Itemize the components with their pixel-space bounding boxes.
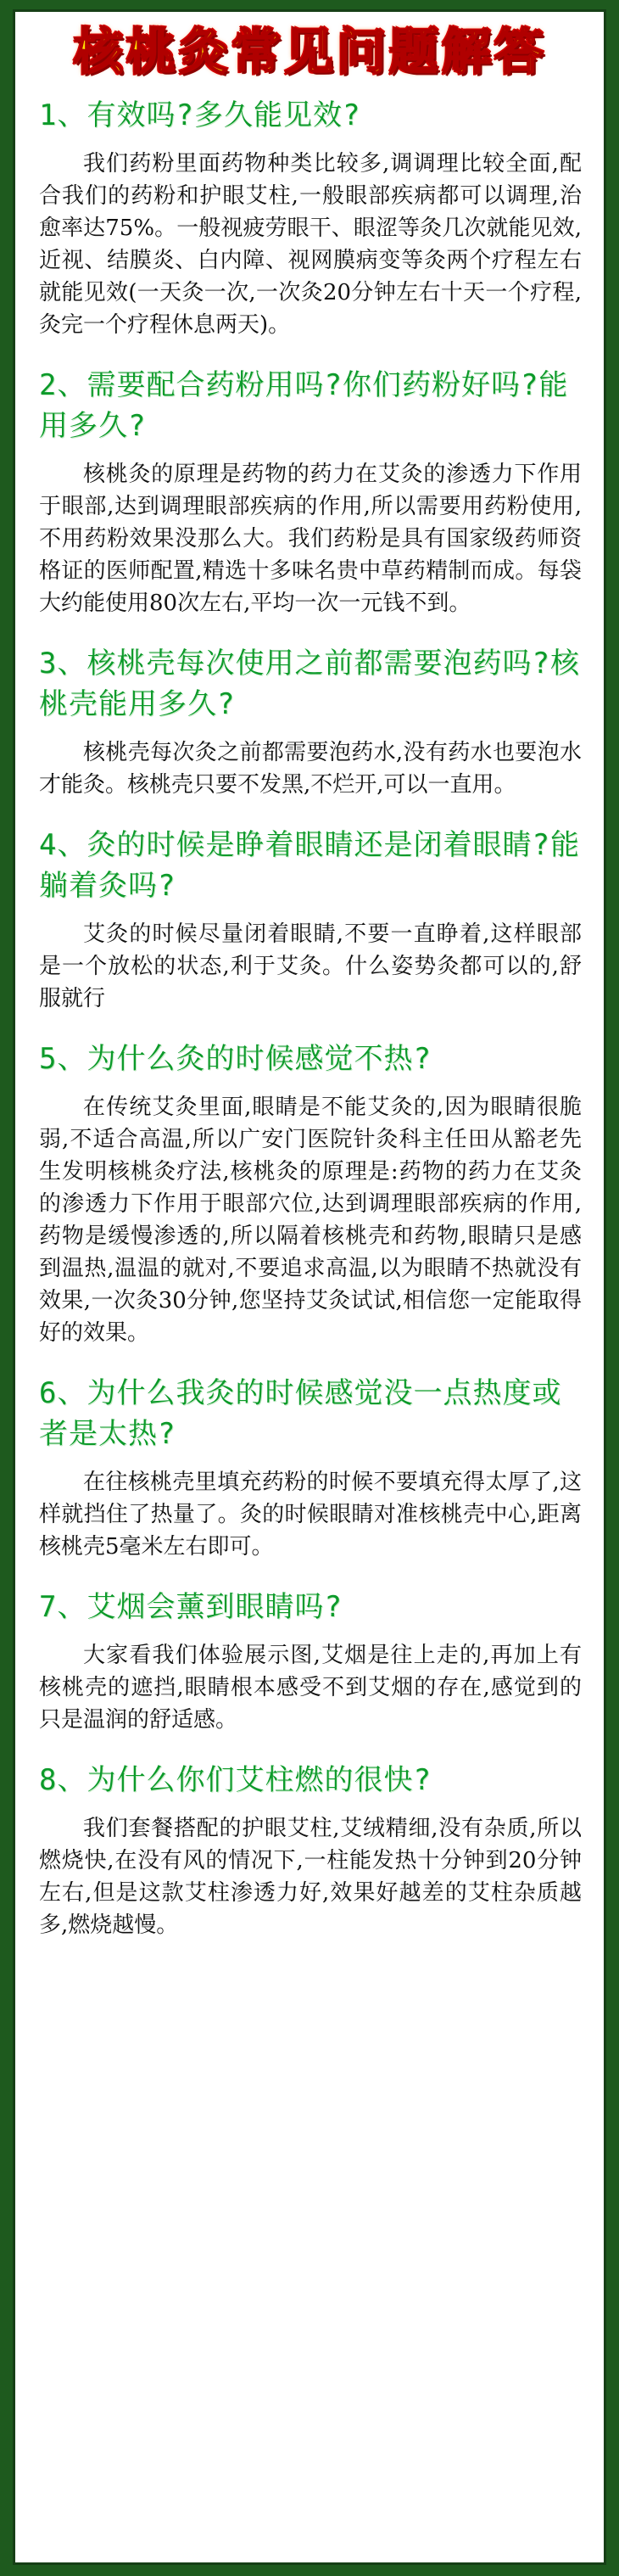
faq-question: 7、艾烟会薰到眼睛吗? [39,1590,343,1624]
faq-item-7 [39,1587,582,1736]
faq-question: 5、为什么灸的时候感觉不热? [39,1042,432,1076]
faq-answer: 核桃灸的原理是药物的药力在艾灸的渗透力下作用于眼部,达到调理眼部疾病的作用,所以需要用药粉使用,不用药粉效果没那么大。我们药粉是具有国家级药师资格证的医师配置,精选十多味名贵中草药精制而成。每袋大约能使用80次左右,平均一次一元钱不到。 [39,462,582,616]
faq-question: 3、核桃壳每次使用之前都需要泡药吗?核桃壳能用多久? [39,647,580,721]
faq-item-5 [39,1039,582,1349]
faq-question: 1、有效吗?多久能见效? [39,98,361,132]
faq-item-6 [39,1373,582,1563]
faq-question: 4、灸的时候是睁着眼睛还是闭着眼睛?能躺着灸吗? [39,828,580,903]
faq-answer: 艾灸的时候尽量闭着眼睛,不要一直睁着,这样眼部是一个放松的状态,利于艾灸。什么姿势灸都可以的,舒服就行 [39,921,582,1011]
faq-item-2 [39,365,582,619]
faq-answer: 在往核桃壳里填充药粉的时候不要填充得太厚了,这样就挡住了热量了。灸的时候眼睛对准核桃壳中心,距离核桃壳5毫米左右即可。 [39,1470,582,1560]
faq-card [15,12,604,2562]
faq-item-8 [39,1760,582,1941]
faq-answer: 大家看我们体验展示图,艾烟是往上走的,再加上有核桃壳的遮挡,眼睛根本感受不到艾烟的存在,感觉到的只是温润的舒适感。 [39,1643,582,1733]
faq-answer: 我们药粉里面药物种类比较多,调调理比较全面,配合我们的药粉和护眼艾柱,一般眼部疾病都可以调理,治愈率达75%。一般视疲劳眼干、眼涩等灸几次就能见效,近视、结膜炎、白内障、视网膜病变等灸两个疗程左右就能见效(一天灸一次,一次灸20分钟左右十天一个疗程,灸完一个疗程休息两天)。 [39,151,582,338]
faq-question: 8、为什么你们艾柱燃的很快? [39,1763,432,1797]
faq-item-1 [39,95,582,341]
faq-answer: 在传统艾灸里面,眼睛是不能艾灸的,因为眼睛很脆弱,不适合高温,所以广安门医院针灸科主任田从豁老先生发明核桃灸疗法,核桃灸的原理是:药物的药力在艾灸的渗透力下作用于眼部穴位,达到调理眼部疾病的作用,药物是缓慢渗透的,所以隔着核桃壳和药物,眼睛只是感到温热,温温的就对,不要追求高温,以为眼睛不热就没有效果,一次灸30分钟,您坚持艾灸试试,相信您一定能取得好的效果。 [39,1095,582,1346]
faq-question: 2、需要配合药粉用吗?你们药粉好吗?能用多久? [39,368,569,443]
faq-item-3 [39,643,582,801]
faq-answer: 核桃壳每次灸之前都需要泡药水,没有药水也要泡水才能灸。核桃壳只要不发黑,不烂开,可以一直用。 [39,740,582,798]
faq-item-4 [39,825,582,1015]
faq-question: 6、为什么我灸的时候感觉没一点热度或者是太热? [39,1376,562,1451]
faq-answer: 我们套餐搭配的护眼艾柱,艾绒精细,没有杂质,所以燃烧快,在没有风的情况下,一柱能发热十分钟到20分钟左右,但是这款艾柱渗透力好,效果好越差的艾柱杂质越多,燃烧越慢。 [39,1816,582,1938]
page-title: 核桃灸常见问题解答 [73,23,547,81]
